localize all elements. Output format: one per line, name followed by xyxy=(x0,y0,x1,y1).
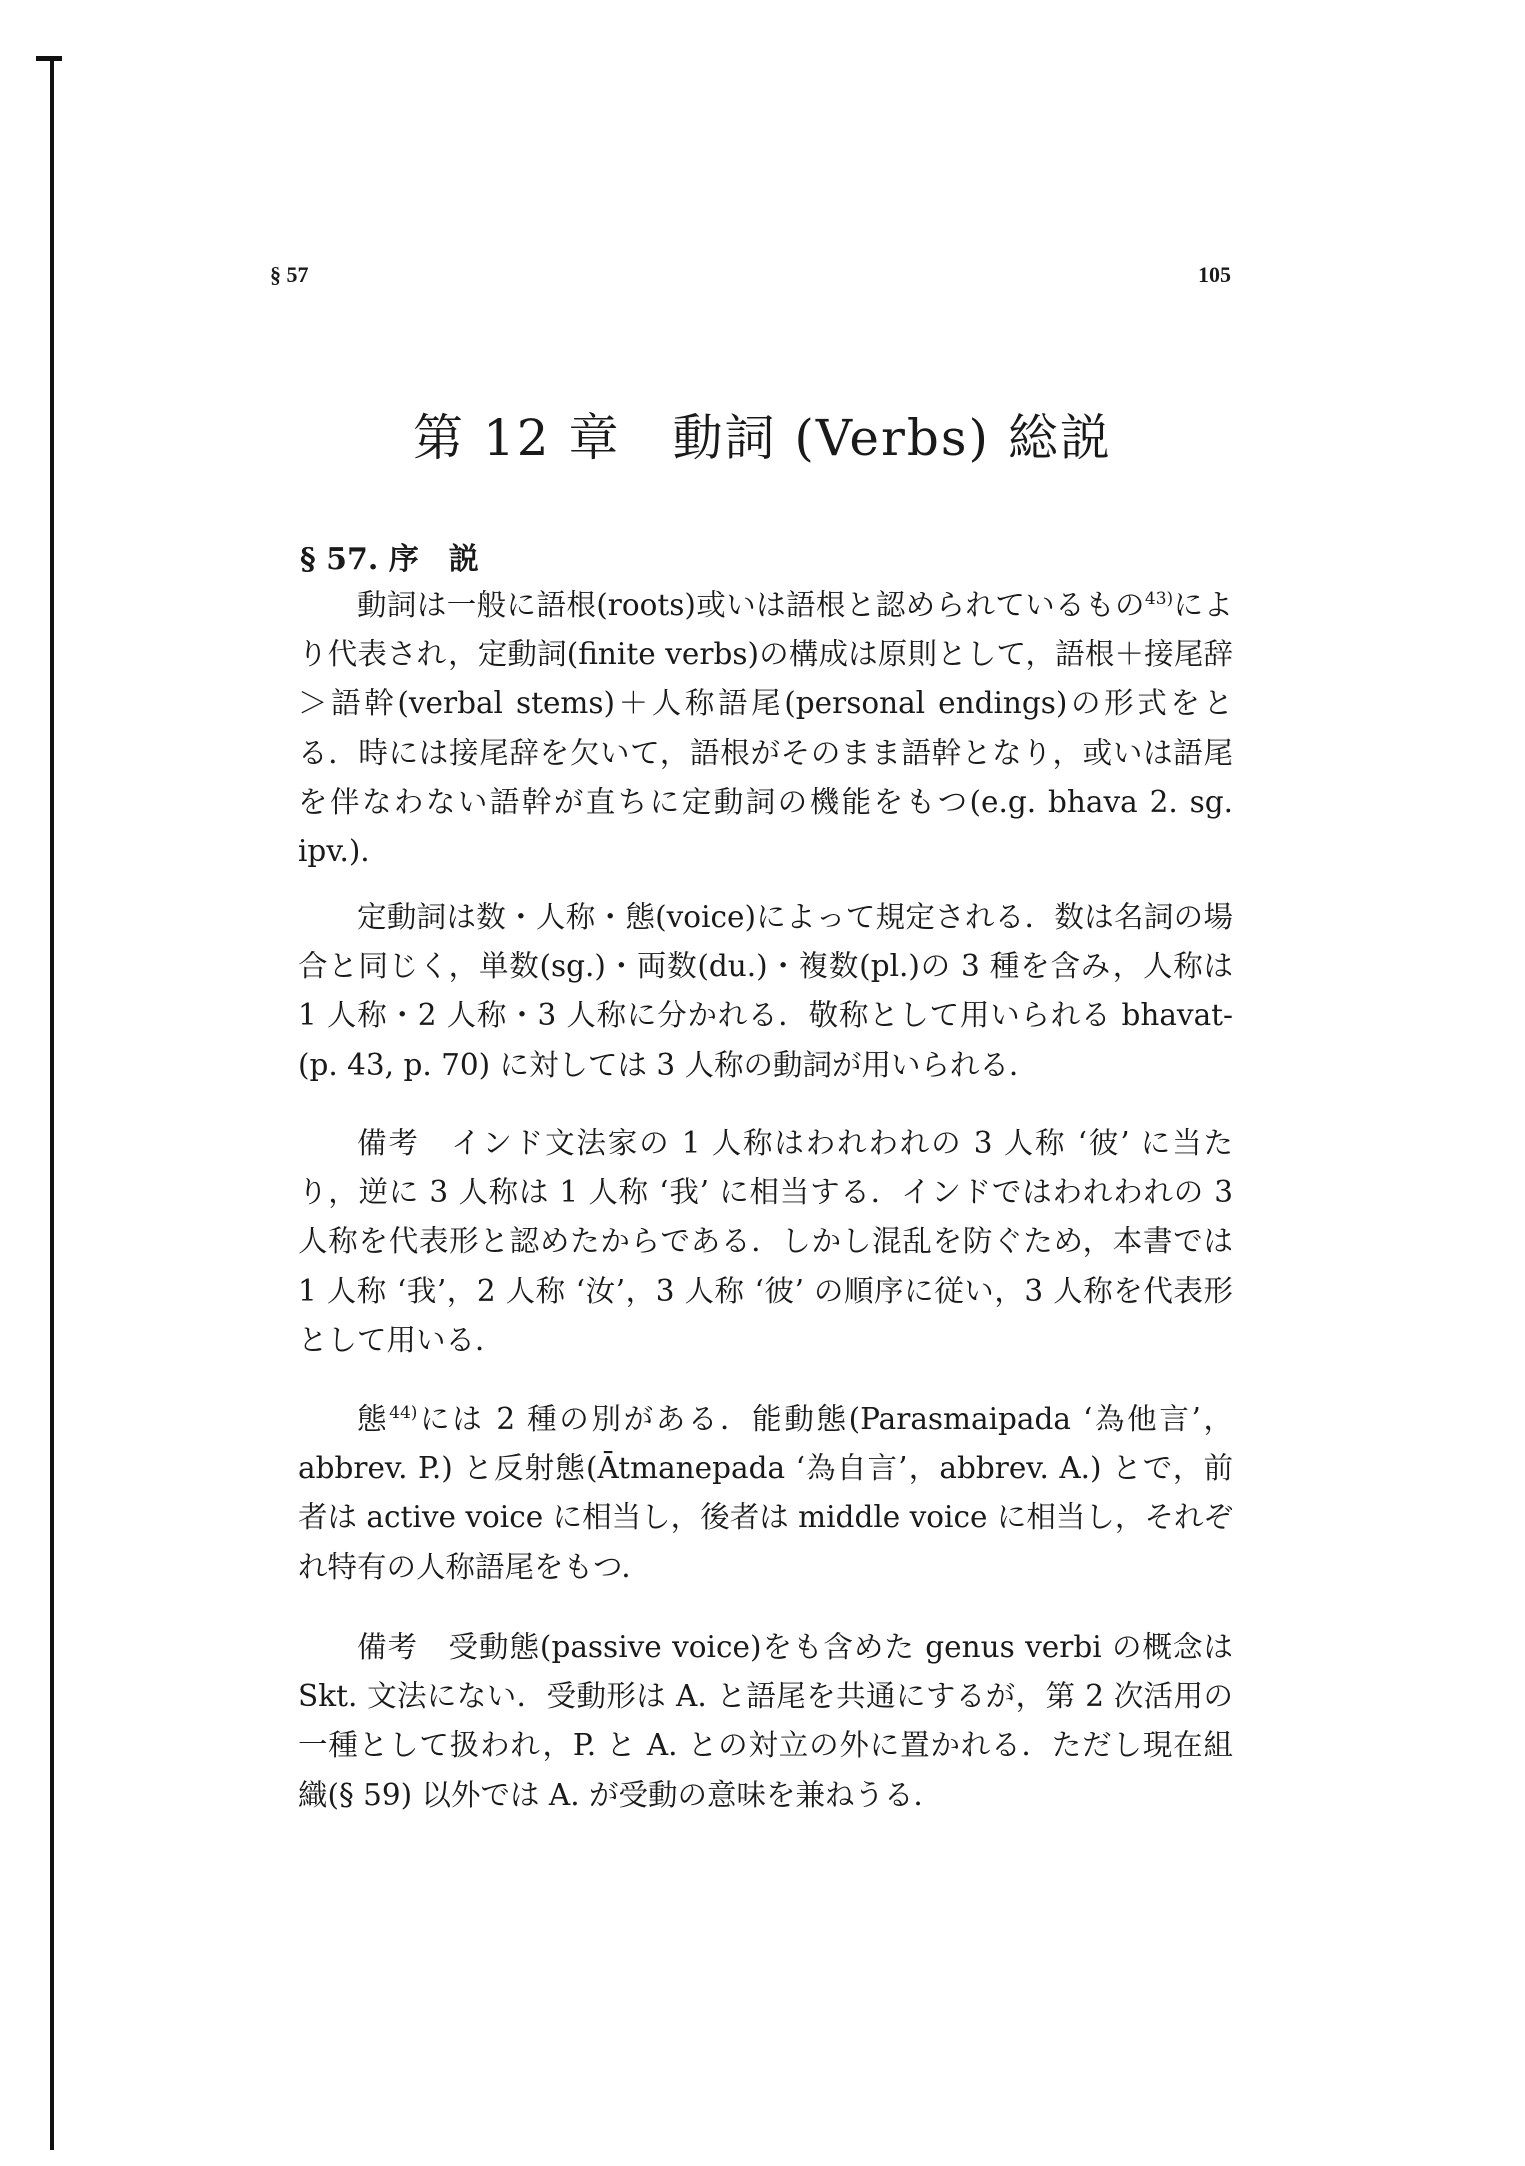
paragraph-number-person: 定動詞は数・人称・態(voice)によって規定される．数は名詞の場合と同じく，単数(sg.)・両数(du.)・複数(pl.)の 3 種を含み，人称は 1 人称・2 人称・3 人称に分かれる．敬称として用いられる bhavat-(p. 43, p. 70) に対しては 3 人称の動詞が用いられる． xyxy=(298,900,1233,1082)
binding-edge-cap xyxy=(36,56,62,61)
footnote-ref-43: 43) xyxy=(1144,589,1174,610)
note-passive-voice: 備考 受動態(passive voice)をも含めた genus verbi の概念は Skt. 文法にない．受動形は A. と語尾を共通にするが，第 2 次活用の一種として扱われ，P. と A. との対立の外に置かれる．ただし現在組織(§ 59) 以外では A. が受動の意味を兼ねうる． xyxy=(298,1630,1233,1812)
paragraph-intro-text-a: 動詞は一般に語根(roots)或いは語根と認められているもの xyxy=(357,588,1145,622)
section-heading: § 57. 序 説 xyxy=(300,542,479,577)
paragraph-voice-text-a: 態 xyxy=(357,1402,390,1436)
binding-edge-line xyxy=(50,60,54,2150)
paragraph-intro xyxy=(298,581,1233,876)
paragraph-voice xyxy=(298,1395,1233,1592)
note-person-order: 備考 インド文法家の 1 人称はわれわれの 3 人称 ‘彼’ に当たり，逆に 3 人称は 1 人称 ‘我’ に相当する．インドではわれわれの 3 人称を代表形と認めたからである．しかし混乱を防ぐため，本書では 1 人称 ‘我’，2 人称 ‘汝’，3 人称 ‘彼’ の順序に従い，3 人称を代表形として用いる． xyxy=(298,1126,1233,1357)
page-number: 105 xyxy=(1198,262,1231,287)
footnote-ref-44: 44) xyxy=(389,1403,418,1424)
chapter-title: 第 12 章 動詞 (Verbs) 総説 xyxy=(413,409,1112,467)
paragraph-voice-text-b: には 2 種の別がある．能動態(Parasmaipada ‘為他言’，abbrev. P.) と反射態(Ātmanepada ‘為自言’，abbrev. A.) とで，前者は active voice に相当し，後者は middle voice に相当し，それぞれ特有の人称語尾をもつ． xyxy=(298,1402,1233,1584)
paragraph-intro-text-b: により代表され，定動詞(finite verbs)の構成は原則として，語根＋接尾辞＞語幹(verbal stems)＋人称語尾(personal endings)の形式をとる．時には接尾辞を欠いて，語根がそのまま語幹となり，或いは語尾を伴なわない語幹が直ちに定動詞の機能をもつ(e.g. bhava 2. sg. ipv.)． xyxy=(298,588,1233,869)
running-head-section: § 57 xyxy=(270,262,309,287)
